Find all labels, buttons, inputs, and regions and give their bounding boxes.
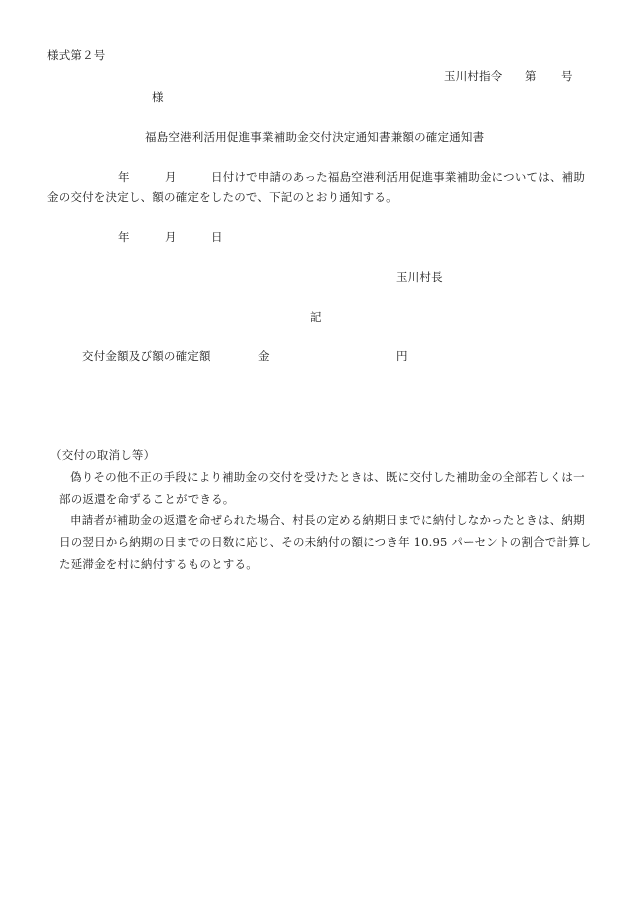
app-month: 月 xyxy=(165,170,177,184)
amount-label: 交付金額及び額の確定額 xyxy=(82,349,211,363)
amount-yen: 円 xyxy=(396,349,408,363)
amount-kin: 金 xyxy=(258,349,270,363)
issuer-ref: 玉川村指令 xyxy=(444,69,503,83)
app-line1: 日付けで申請のあった福島空港利活用促進事業補助金については、補助 xyxy=(211,170,586,184)
ref-go: 号 xyxy=(561,69,573,83)
cancellation-heading: （交付の取消し等） xyxy=(50,448,156,462)
addressee-sama: 様 xyxy=(152,90,164,104)
date-month: 月 xyxy=(165,230,177,244)
document-title: 福島空港利活用促進事業補助金交付決定通知書兼額の確定通知書 xyxy=(145,130,485,144)
cancel-para2-line2: 日の翌日から納期の日までの日数に応じ、その未納付の額につき年 10.95 パーセントの割合で計算し xyxy=(59,535,592,549)
date-year: 年 xyxy=(118,230,130,244)
cancel-para1-line2: 部の返還を命ずることができる。 xyxy=(59,492,235,506)
cancel-para2-line3: た延滞金を村に納付するものとする。 xyxy=(59,557,258,571)
date-day: 日 xyxy=(211,230,223,244)
issuer-name: 玉川村長 xyxy=(396,270,443,284)
form-number: 様式第２号 xyxy=(47,48,106,62)
cancel-para1-line1: 偽りその他不正の手段により補助金の交付を受けたときは、既に交付した補助金の全部若しくは一 xyxy=(70,470,585,484)
app-year: 年 xyxy=(118,170,130,184)
ki-heading: 記 xyxy=(310,310,322,324)
cancel-para2-line1: 申請者が補助金の返還を命ぜられた場合、村長の定める納期日までに納付しなかったときは、納期 xyxy=(70,513,585,527)
ref-dai: 第 xyxy=(525,69,537,83)
app-line2: 金の交付を決定し、額の確定をしたので、下記のとおり通知する。 xyxy=(47,190,398,204)
